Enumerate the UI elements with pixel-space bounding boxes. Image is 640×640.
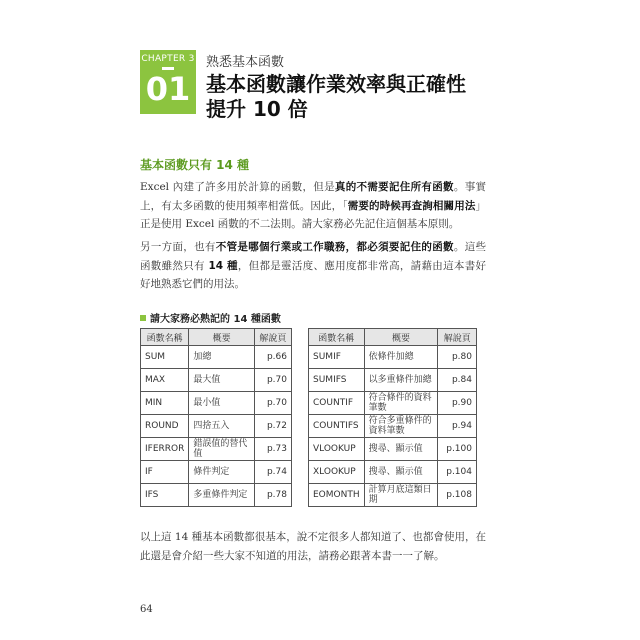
page-cell: p.100 [438,438,477,461]
chapter-label: CHAPTER 3 [141,54,195,64]
table-header-row [141,329,292,346]
page-cell: p.80 [438,346,477,369]
header-page: 解說頁 [438,329,477,346]
page-cell: p.104 [438,461,477,484]
function-name-cell: XLOOKUP [309,461,365,484]
page-cell: p.73 [254,438,291,461]
table-row [141,346,292,369]
page-title-line-1: 基本函數讓作業效率與正確性 [206,72,466,96]
paragraph-closing: 以上這 14 種基本函數都很基本，說不定很多人都知道了、也都會使用，在此還是會介紹一些大家不知道的用法，請務必跟著本書一一了解。 [140,531,486,562]
function-name-cell: SUMIF [309,346,365,369]
header-summary: 概要 [189,329,254,346]
para2-bold-1: 不管是哪個行業或工作職務，都必須要記住的函數 [215,241,454,253]
summary-cell: 最大值 [189,369,254,392]
paragraph-essential [140,238,486,294]
summary-cell: 搜尋、顯示值 [364,461,438,484]
table-header-row [309,329,477,346]
function-name-cell: SUMIFS [309,369,365,392]
function-name-cell: COUNTIF [309,392,365,415]
page-cell: p.108 [438,484,477,507]
function-name-cell: VLOOKUP [309,438,365,461]
summary-cell: 以多重條件加總 [364,369,438,392]
para2-text-1: 另一方面，也有 [140,241,216,253]
function-name-cell: IF [141,461,189,484]
table-row [141,461,292,484]
page-number: 64 [140,604,153,615]
para1-text-1: Excel 內建了許多用於計算的函數，但是 [140,181,335,193]
chapter-subtitle: 熟悉基本函數 [206,55,285,70]
table-row [141,392,292,415]
function-name-cell: MIN [141,392,189,415]
para1-bold-2: 需要的時候再查詢相關用法 [347,199,476,212]
summary-cell: 加總 [189,346,254,369]
function-name-cell: SUM [141,346,189,369]
summary-cell: 搜尋、顯示值 [364,438,438,461]
para1-text-3: 」正是使用 Excel 函數的不二法則。請大家務必先記住這個基本原則。 [140,199,486,230]
para2-bold-2: 14 種 [208,259,238,272]
summary-cell: 條件判定 [189,461,254,484]
header-summary: 概要 [364,329,438,346]
summary-cell: 四捨五入 [189,415,254,438]
header-function-name: 函數名稱 [309,329,365,346]
page-title [206,72,466,122]
table-row [309,438,477,461]
function-table-right [308,328,477,507]
header-function-name: 函數名稱 [141,329,189,346]
page-title-line-2: 提升 10 倍 [206,97,308,121]
summary-cell: 依條件加總 [364,346,438,369]
summary-cell: 符合多重條件的資料筆數 [364,415,438,438]
page-cell: p.66 [254,346,291,369]
header-page: 解說頁 [254,329,291,346]
function-name-cell: IFS [141,484,189,507]
table-row [141,484,292,507]
page-cell: p.84 [438,369,477,392]
page-cell: p.70 [254,369,291,392]
function-name-cell: COUNTIFS [309,415,365,438]
chapter-number: 01 [145,70,191,108]
table-row [309,392,477,415]
page-cell: p.78 [254,484,291,507]
page-cell: p.74 [254,461,291,484]
para2-text-3: ，但都是靈活度、應用度都非常高，請藉由這本書好好地熟悉它們的用法。 [140,259,486,290]
table-caption [140,310,281,325]
function-name-cell: EOMONTH [309,484,365,507]
para1-text-2: 。事實上，有太多函數的使用頻率相當低。因此，「 [140,181,487,212]
table-row [141,369,292,392]
chapter-badge [140,50,196,114]
table-row [309,415,477,438]
summary-cell: 最小值 [189,392,254,415]
page-cell: p.70 [254,392,291,415]
table-row [309,346,477,369]
table-row [141,438,292,461]
summary-cell: 多重條件判定 [189,484,254,507]
summary-cell: 符合條件的資料筆數 [364,392,438,415]
page-cell: p.90 [438,392,477,415]
summary-cell: 計算月底這類日期 [364,484,438,507]
caption-square-icon [140,315,146,321]
function-table-left [140,328,292,507]
table-row [309,369,477,392]
para2-text-2: 。這些函數雖然只有 [140,241,487,272]
section-title: 基本函數只有 14 種 [140,158,250,172]
page-cell: p.72 [254,415,291,438]
table-caption-text: 請大家務必熟記的 14 種函數 [150,314,281,325]
function-name-cell: MAX [141,369,189,392]
table-row [309,461,477,484]
page-cell: p.94 [438,415,477,438]
para1-bold-1: 真的不需要記住所有函數 [334,181,454,193]
table-row [141,415,292,438]
function-name-cell: IFERROR [141,438,189,461]
summary-cell: 錯誤值的替代值 [189,438,254,461]
table-row [309,484,477,507]
function-name-cell: ROUND [141,415,189,438]
paragraph-intro [140,178,486,234]
